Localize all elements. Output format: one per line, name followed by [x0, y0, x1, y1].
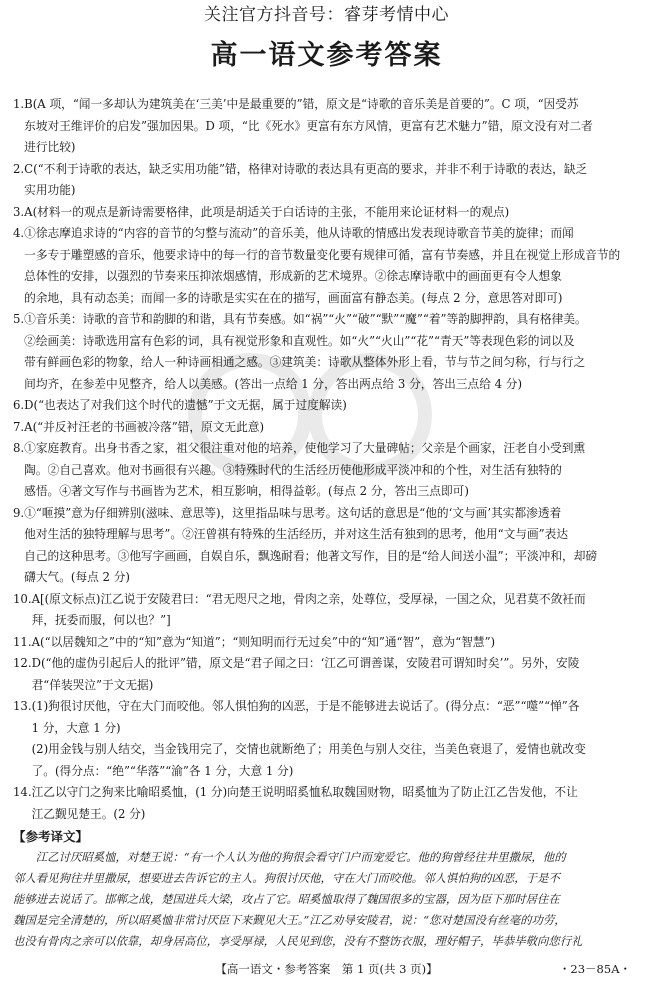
translation-line: 邻人看见狗往井里撒尿，想要进去告诉它的主人。狗很讨厌他，守在大门而咬他。邻人惧怕狗的凶恶，于是不	[13, 871, 560, 885]
item-line: 礴大气。(每点 2 分)	[24, 570, 130, 584]
footer-page-info: 【高一语文・参考答案 第 1 页(共 3 页)】	[215, 962, 438, 976]
item-body	[24, 202, 642, 224]
translation-line: 能够进去说话了。邯郸之战，楚国进兵大梁，攻占了它。昭奚恤取得了魏国很多的宝器，因为臣下那时居住在	[13, 892, 560, 906]
item-line: B(A 项，“闻一多却认为建筑美在‘三美’中是最重要的”错，原文是“诗歌的音乐美是首要的”。C 项，“因受苏	[24, 97, 579, 111]
top-banner: 关注官方抖音号：睿芽考情中心	[204, 5, 449, 25]
answer-item-10	[13, 589, 642, 632]
item-line: D(“也表达了对我们这个时代的遗憾”于文无据，属于过度解读)	[24, 398, 347, 412]
item-line: 间均齐，在参差中见整齐，给人以美感。(答出一点给 1 分，答出两点给 3 分，答出三点给 4 分)	[24, 376, 522, 391]
item-number: 13.	[13, 699, 32, 713]
item-number: 3.	[13, 204, 25, 219]
item-line: ①音乐美：诗歌的音节和韵脚的和谐，具有节奏感。如“祸”“火”“破”“默”“魔”“着”等韵脚押韵，具有格律美。	[24, 312, 587, 326]
answer-item-4	[13, 223, 642, 309]
page-title: 高一语文参考答案	[210, 40, 443, 71]
item-body	[32, 589, 642, 632]
item-line: 一多专于雕塑感的音乐，他要求诗中的每一行的音节数量变化要有规律可循，富有节奏感，并且在视觉上形成音节的	[24, 247, 621, 262]
item-line: 总体性的安排，以强烈的节奏来压抑浓烟感情，形成新的艺术境界。②徐志摩诗歌中的画面更有令人想象	[24, 269, 562, 283]
item-line: 1 分，大意 1 分)	[31, 720, 121, 735]
item-line: 自己的这种思考。③他写字画画，自娱自乐，飘逸耐看；他著文写作，目的是“给人间送小温”；平淡冲和，却磅	[24, 548, 598, 563]
item-body	[24, 438, 642, 503]
answer-list	[13, 94, 642, 952]
item-body	[24, 417, 642, 439]
answer-item-6	[13, 395, 642, 417]
item-line: A(“以居魏知之”中的“知”意为“知道”；“则知明而行无过矣”中的“知”通“智”，意为“智慧”)	[31, 634, 496, 649]
item-number: 9.	[13, 505, 25, 520]
item-line: 君“佯装哭泣”于文无据)	[31, 677, 154, 692]
item-number: 2.	[13, 161, 25, 176]
translation-line: 也没有骨肉之亲可以依靠，却身居高位，享受厚禄，人民见到您，没有不整饬衣服，理好帽子，毕恭毕敬向您行礼	[13, 934, 583, 948]
item-number: 10.	[13, 591, 32, 606]
reference-translation	[13, 847, 642, 952]
item-body	[24, 395, 642, 417]
item-number: 14.	[13, 785, 32, 799]
item-line: 的余地，具有动态美；而闻一多的诗歌是实实在在的描写，画面富有静态美。(每点 2 分，意思答对即可)	[24, 290, 563, 305]
item-line: C(“不利于诗歌的表达，缺乏实用功能”错，格律对诗歌的表达具有更高的要求，并非不利于诗歌的表达，缺乏	[24, 161, 588, 176]
item-body	[24, 159, 642, 202]
translation-line: 江乙讨厌昭奚恤，对楚王说：“有一个人认为他的狗很会看守门户而宠爱它。他的狗曾经往井里撒尿，他的	[35, 850, 566, 864]
answer-item-8	[13, 438, 642, 503]
reference-heading: 【参考译文】	[13, 829, 89, 844]
item-line: ②绘画美：诗歌选用富有色彩的词，具有视觉形象和直观性。如“火”“火山”“花”“青天”等表现色彩的词以及	[24, 333, 575, 348]
item-line: D(“他的虚伪引起后人的批评”错，原文是“君子闻之曰：‘江乙可谓善谋，安陵君可谓知时矣’”。另外，安陵	[31, 656, 580, 670]
answer-item-12	[13, 653, 642, 696]
item-body	[32, 653, 642, 696]
item-line: 实用功能)	[24, 183, 76, 197]
item-line: 江乙以守门之狗来比喻昭奚恤，(1 分)向楚王说明昭奚恤私取魏国财物，昭奚恤为了防止江乙告发他，不让	[31, 785, 578, 799]
item-line: 感悟。④著文写作与书画皆为艺术，相互影响，相得益彰。(每点 2 分，答出三点即可)	[24, 484, 469, 498]
item-body	[24, 503, 642, 589]
item-line: A[(原文标点)江乙说于安陵君曰：“君无咫尺之地，骨肉之亲，处尊位，受厚禄，一国之众，见君莫不敛衽而	[31, 591, 586, 606]
footer-doc-code: ・23－85A・	[558, 962, 631, 976]
item-line: 进行比较)	[24, 140, 76, 154]
item-line: 了。(得分点：“绝”“华落”“渝”各 1 分，大意 1 分)	[31, 763, 294, 778]
item-body	[32, 696, 642, 782]
item-body	[32, 632, 642, 654]
item-line: 东坡对王维评价的启发”强加因果。D 项，“比《死水》更富有东方风情，更富有艺术魅力”错，原文没有对二者	[24, 118, 593, 133]
item-number: 7.	[13, 419, 25, 434]
item-body	[24, 309, 642, 395]
answer-item-5	[13, 309, 642, 395]
answer-item-7	[13, 417, 642, 439]
item-number: 1.	[13, 97, 25, 111]
item-body	[24, 223, 642, 309]
item-line: A(材料一的观点是新诗需要格律，此项是胡适关于白话诗的主张，不能用来论证材料一的观点)	[24, 204, 510, 219]
item-number: 5.	[13, 312, 25, 326]
item-body	[24, 94, 642, 159]
item-line: A(“并反衬汪老的书画被冷落”错，原文无此意)	[24, 419, 265, 434]
item-number: 11.	[13, 634, 32, 649]
item-line: ①家庭教育。出身书香之家，祖父很注重对他的培养，使他学习了大量碑帖；父亲是个画家，汪老自小受到熏	[24, 441, 586, 455]
item-line: (1)狗很讨厌他，守在大门而咬他。邻人惧怕狗的凶恶，于是不能够进去说话了。(得分点：“恶”“噬”“惮”各	[31, 699, 580, 713]
item-line: (2)用金钱与别人结交，当金钱用完了，交情也就断绝了；用美色与别人交往，当美色衰退了，爱情也就改变	[31, 742, 586, 756]
answer-item-1	[13, 94, 642, 159]
item-line: 陶。②自己喜欢。他对书画很有兴趣。③特殊时代的生活经历使他形成平淡冲和的个性，对生活有独特的	[24, 462, 562, 477]
item-line: 拜，抚委而服，何以也？”]	[31, 613, 171, 627]
item-number: 8.	[13, 441, 25, 455]
answer-item-14	[13, 782, 642, 825]
item-line: 带有鲜画色彩的物象，给人一种诗画相通之感。③建筑美：诗歌从整体外形上看，节与节之间匀称，行与行之	[24, 355, 586, 369]
page-footer	[0, 961, 653, 983]
translation-line: 魏国是完全清楚的，所以昭奚恤非常讨厌臣下来觐见大王。”江乙劝导安陵君，说：“您对楚国没有丝毫的功劳，	[13, 913, 566, 927]
item-number: 12.	[13, 656, 32, 670]
answer-item-2	[13, 159, 642, 202]
item-line: 他对生活的独特理解与思考”。②汪曾祺有特殊的生活经历，并对这生活有独到的思考，他用“文与画”表达	[24, 527, 569, 541]
answer-item-11	[13, 632, 642, 654]
item-number: 4.	[13, 226, 25, 240]
item-line: ①徐志摩追求诗的“内容的音节的匀整与流动”的音乐美，他从诗歌的情感出发表现诗歌音节美的旋律；而闻	[24, 226, 574, 240]
item-line: ①“咂摸”意为仔细辨别(滋味、意思等)，这里指品味与思考。这句话的意思是“他的‘文与画’其实都渗透着	[24, 505, 562, 520]
item-body	[32, 782, 642, 825]
answer-item-9	[13, 503, 642, 589]
answer-item-3	[13, 202, 642, 224]
answer-item-13	[13, 696, 642, 782]
item-line: 江乙觐见楚王。(2 分)	[31, 806, 146, 821]
item-number: 6.	[13, 398, 25, 412]
